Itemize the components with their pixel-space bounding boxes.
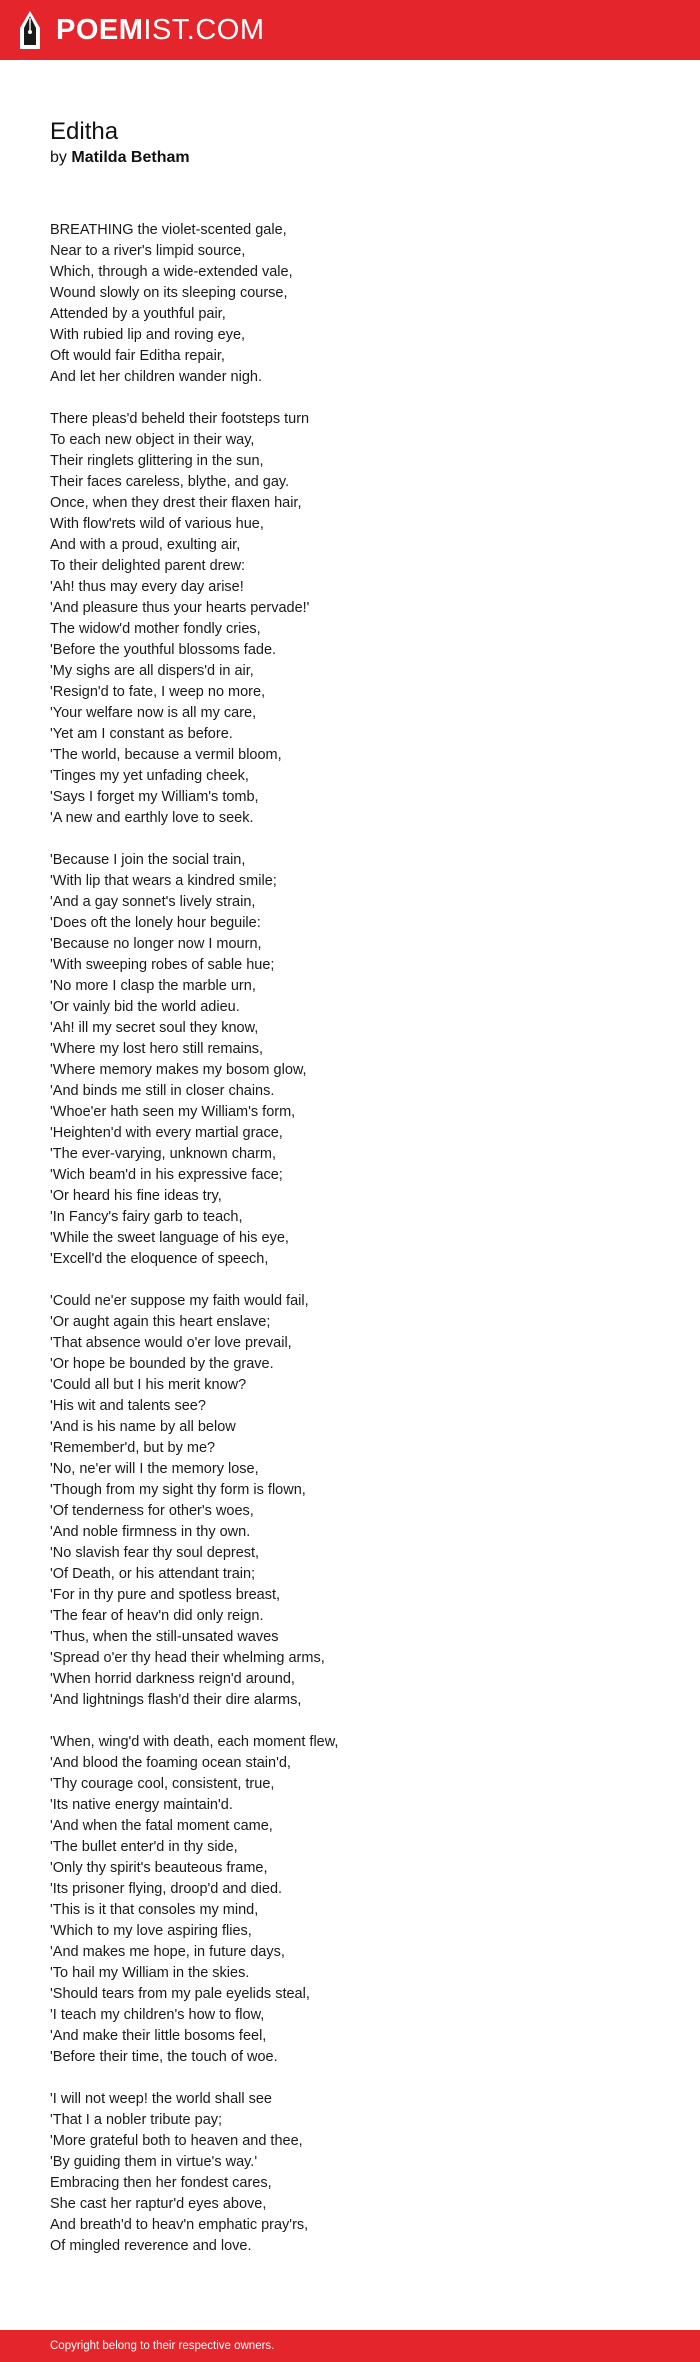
poem-line: 'That I a nobler tribute pay; [50, 2112, 223, 2128]
poem-line: 'Your welfare now is all my care, [50, 705, 257, 721]
poem-line: 'Which to my love aspiring flies, [50, 1923, 252, 1939]
stanza [50, 850, 650, 1270]
poem-line: Their faces careless, blythe, and gay. [50, 474, 290, 490]
poem-line: 'Thy courage cool, consistent, true, [50, 1776, 275, 1792]
poem-line: 'Or hope be bounded by the grave. [50, 1356, 274, 1372]
stanza [50, 220, 650, 388]
stanza [50, 409, 650, 829]
poem-line: 'That absence would o'er love prevail, [50, 1335, 292, 1351]
poem-line: 'Tinges my yet unfading cheek, [50, 768, 249, 784]
poem-line: 'When, wing'd with death, each moment flew, [50, 1734, 339, 1750]
poem-line: 'A new and earthly love to seek. [50, 810, 254, 826]
poem-line: Of mingled reverence and love. [50, 2238, 252, 2254]
pen-nib-icon[interactable] [18, 10, 42, 50]
poem-line: 'Because I join the social train, [50, 852, 246, 868]
poem-body [50, 220, 650, 2278]
by-label: by [50, 149, 67, 166]
poem-line: 'Could ne'er suppose my faith would fail, [50, 1293, 309, 1309]
poem-line: Once, when they drest their flaxen hair, [50, 495, 302, 511]
poem-line: 'To hail my William in the skies. [50, 1965, 250, 1981]
poem-line: 'Ah! ill my secret soul they know, [50, 1020, 259, 1036]
poem-line: 'Whoe'er hath seen my William's form, [50, 1104, 296, 1120]
poem-line: 'And is his name by all below [50, 1419, 236, 1435]
poem-line: 'With sweeping robes of sable hue; [50, 957, 275, 973]
poem-line: 'And binds me still in closer chains. [50, 1083, 275, 1099]
poem-line: And with a proud, exulting air, [50, 537, 241, 553]
poem-line: 'Says I forget my William's tomb, [50, 789, 259, 805]
poem-line: 'This is it that consoles my mind, [50, 1902, 259, 1918]
poem-line: 'While the sweet language of his eye, [50, 1230, 289, 1246]
stanza [50, 2089, 650, 2257]
poem-line: 'Before their time, the touch of woe. [50, 2049, 278, 2065]
poem-line: Which, through a wide-extended vale, [50, 264, 293, 280]
author-name[interactable]: Matilda Betham [71, 149, 190, 166]
poem-line: 'The fear of heav'n did only reign. [50, 1608, 264, 1624]
poem-line: 'Does oft the lonely hour beguile: [50, 915, 261, 931]
poem-line: 'The ever-varying, unknown charm, [50, 1146, 277, 1162]
poem-line: 'Heighten'd with every martial grace, [50, 1125, 283, 1141]
poem-line: 'Thus, when the still-unsated waves [50, 1629, 279, 1645]
poem-title: Editha [50, 118, 119, 145]
poem-line: BREATHING the violet-scented gale, [50, 222, 287, 238]
poem-line: Embracing then her fondest cares, [50, 2175, 272, 2191]
poem-line: 'Or aught again this heart enslave; [50, 1314, 271, 1330]
poem-line: 'His wit and talents see? [50, 1398, 206, 1414]
poem-line: 'Its prisoner flying, droop'd and died. [50, 1881, 283, 1897]
poem-line: 'I will not weep! the world shall see [50, 2091, 272, 2107]
poem-line: 'In Fancy's fairy garb to teach, [50, 1209, 243, 1225]
poem-line: 'And makes me hope, in future days, [50, 1944, 285, 1960]
poem-line: 'Before the youthful blossoms fade. [50, 642, 277, 658]
poem-line: 'Only thy spirit's beauteous frame, [50, 1860, 268, 1876]
poem-line: 'Of Death, or his attendant train; [50, 1566, 256, 1582]
poem-line: 'More grateful both to heaven and thee, [50, 2133, 303, 2149]
poem-line: To each new object in their way, [50, 432, 255, 448]
poem-line: 'Remember'd, but by me? [50, 1440, 216, 1456]
poem-line: 'With lip that wears a kindred smile; [50, 873, 277, 889]
poem-line: 'Its native energy maintain'd. [50, 1797, 233, 1813]
poem-line: 'By guiding them in virtue's way.' [50, 2154, 258, 2170]
poem-line: 'No more I clasp the marble urn, [50, 978, 256, 994]
poem-line: 'The world, because a vermil bloom, [50, 747, 282, 763]
poem-line: 'No, ne'er will I the memory lose, [50, 1461, 259, 1477]
poem-line: 'And pleasure thus your hearts pervade!' [50, 600, 310, 616]
poem-line: 'Could all but I his merit know? [50, 1377, 247, 1393]
poem-line: There pleas'd beheld their footsteps turn [50, 411, 310, 427]
poem-line: 'Yet am I constant as before. [50, 726, 233, 742]
poem-line: To their delighted parent drew: [50, 558, 246, 574]
poem-line: Attended by a youthful pair, [50, 306, 226, 322]
poem-line: 'Of tenderness for other's woes, [50, 1503, 254, 1519]
byline [50, 149, 190, 167]
poem-line: 'Spread o'er thy head their whelming arms, [50, 1650, 325, 1666]
site-logo[interactable] [56, 13, 265, 46]
poem-line: And let her children wander nigh. [50, 369, 262, 385]
poem-line: The widow'd mother fondly cries, [50, 621, 261, 637]
poem-line: 'I teach my children's how to flow, [50, 2007, 265, 2023]
poem-line: 'Where memory makes my bosom glow, [50, 1062, 307, 1078]
poem-line: 'Where my lost hero still remains, [50, 1041, 264, 1057]
site-footer [0, 2330, 700, 2362]
poem-line: 'The bullet enter'd in thy side, [50, 1839, 238, 1855]
poem-line: 'Resign'd to fate, I weep no more, [50, 684, 266, 700]
poem-line: 'Or heard his fine ideas try, [50, 1188, 222, 1204]
poem-line: 'Or vainly bid the world adieu. [50, 999, 240, 1015]
poem-line: 'Ah! thus may every day arise! [50, 579, 244, 595]
logo-bold-text: POEM [56, 13, 144, 46]
poem-line: She cast her raptur'd eyes above, [50, 2196, 267, 2212]
poem-line: Near to a river's limpid source, [50, 243, 246, 259]
poem-line: 'And lightnings flash'd their dire alarms, [50, 1692, 302, 1708]
logo-light-text: IST.COM [143, 13, 265, 46]
poem-line: Wound slowly on its sleeping course, [50, 285, 288, 301]
poem-line: 'Should tears from my pale eyelids steal, [50, 1986, 310, 2002]
poem-line: With flow'rets wild of various hue, [50, 516, 264, 532]
poem-line: 'My sighs are all dispers'd in air, [50, 663, 254, 679]
poem-line: 'Though from my sight thy form is flown, [50, 1482, 306, 1498]
poem-line: 'When horrid darkness reign'd around, [50, 1671, 295, 1687]
poem-line: With rubied lip and roving eye, [50, 327, 246, 343]
stanza [50, 1732, 650, 2068]
poem-line: 'Wich beam'd in his expressive face; [50, 1167, 283, 1183]
poem-line: 'And when the fatal moment came, [50, 1818, 273, 1834]
copyright-text: Copyright belong to their respective owners. [50, 2340, 275, 2352]
poem-line: Their ringlets glittering in the sun, [50, 453, 264, 469]
poem-line: 'And blood the foaming ocean stain'd, [50, 1755, 291, 1771]
site-header [0, 0, 700, 60]
poem-line: 'And noble firmness in thy own. [50, 1524, 251, 1540]
poem-line: 'And make their little bosoms feel, [50, 2028, 267, 2044]
poem-line: 'Because no longer now I mourn, [50, 936, 262, 952]
poem-line: 'Excell'd the eloquence of speech, [50, 1251, 269, 1267]
stanza [50, 1291, 650, 1711]
poem-line: Oft would fair Editha repair, [50, 348, 225, 364]
poem-line: 'No slavish fear thy soul deprest, [50, 1545, 260, 1561]
poem-line: And breath'd to heav'n emphatic pray'rs, [50, 2217, 309, 2233]
poem-line: 'For in thy pure and spotless breast, [50, 1587, 281, 1603]
poem-line: 'And a gay sonnet's lively strain, [50, 894, 256, 910]
